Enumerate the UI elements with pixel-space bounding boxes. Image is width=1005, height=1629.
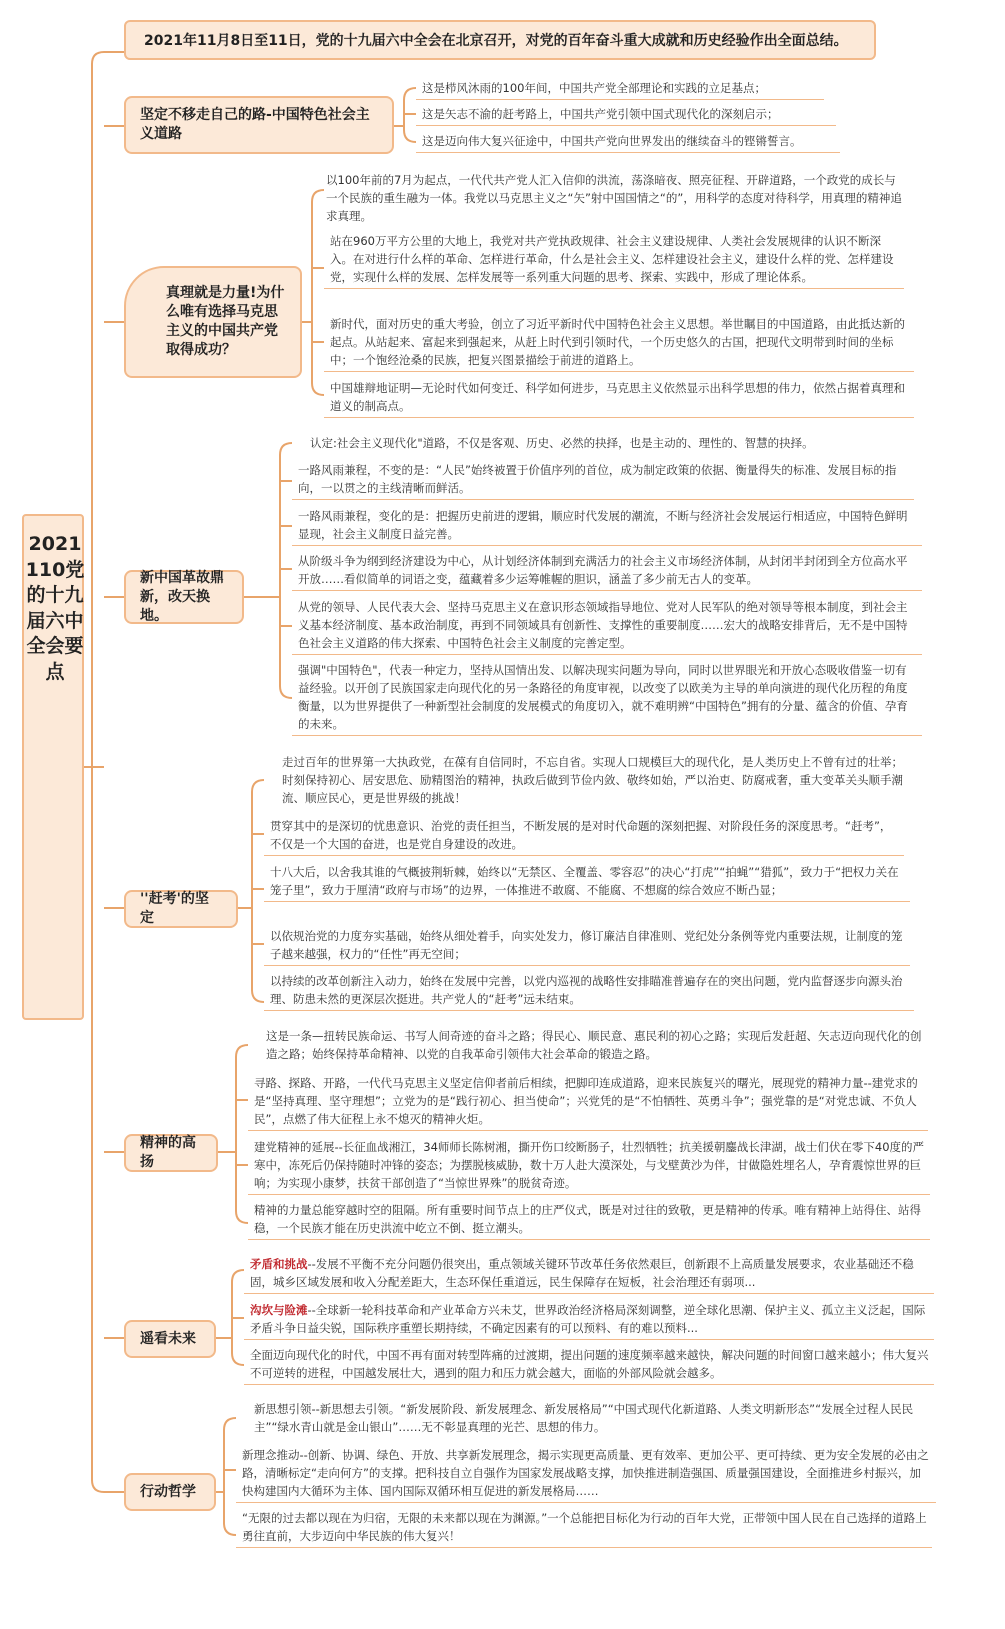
intro-text: 这是一条—扭转民族命运、书写人间奇迹的奋斗之路；得民心、顺民意、惠民利的初心之路；实现后发赶超、矢志迈向现代化的创造之路；始终保持革命精神、以党的自我革命引领伟大社会革命的锻造之路。 (266, 1029, 922, 1061)
branch-action-node[interactable] (124, 1473, 216, 1511)
intro-node[interactable] (124, 20, 876, 60)
leaf-item (416, 78, 824, 100)
leaf-item (292, 660, 922, 736)
leaf-item (324, 378, 914, 418)
leaf-item (248, 1137, 930, 1195)
intro-text: 2021年11月8日至11日，党的十九届六中全会在北京召开，对党的百年奋斗重大成就和历史经验作出全面总结。 (144, 33, 848, 49)
branch-intro (254, 1400, 938, 1436)
leaf-item (416, 131, 840, 153)
leaf-item (292, 597, 922, 655)
highlight-text: 矛盾和挑战 (250, 1257, 308, 1271)
branch-intro (266, 1027, 926, 1063)
leaf-item (264, 816, 904, 856)
highlight-text: 沟坎与险滩 (250, 1303, 308, 1317)
leaf-text: 新时代，面对历史的重大考验，创立了习近平新时代中国特色社会主义思想。举世瞩目的中国道路，由此抵达新的起点。从站起来、富起来到强起来，从赶上时代到引领时代，一个历史悠久的古国，把现代文明带到时间的坐标中；一个饱经沧桑的民族，把复兴图景描绘于前进的道路上。 (330, 317, 905, 367)
branch-label: 新中国革故鼎新，改天换地。 (140, 569, 224, 624)
leaf-item (248, 1073, 928, 1131)
leaf-text: 贯穿其中的是深切的忧患意识、治党的责任担当，不断发展的是对时代命题的深刻把握、对阶段任务的深度思考。“赶考”，不仅是一个大国的奋进，也是党自身建设的改进。 (270, 819, 892, 851)
leaf-text: 从党的领导、人民代表大会、坚持马克思主义在意识形态领域指导地位、党对人民军队的绝对领导等根本制度，到社会主义基本经济制度、基本政治制度，再到不同领域具有创新性、支撑性的重要制度……宏大的战略安排背后，无不是中国特色社会主义道路的伟大探索、中国特色社会主义制度的完善定型。 (298, 600, 908, 650)
root-title: 2021110党的十九届六中全会要点 (25, 533, 85, 683)
leaf-item (292, 551, 922, 591)
leaf-item (264, 862, 910, 902)
leaf-item (236, 1445, 936, 1503)
branch-future-node[interactable] (124, 1320, 216, 1358)
leaf-text: 一路风雨兼程，变化的是：把握历史前进的逻辑，顺应时代发展的潮流，不断与经济社会发展运行相适应，中国特色鲜明显现，社会主义制度日益完善。 (298, 509, 908, 541)
leaf-item (292, 460, 914, 500)
root-node[interactable] (22, 514, 84, 1020)
leaf-text: 这是迈向伟大复兴征途中，中国共产党向世界发出的继续奋斗的铿锵誓言。 (422, 134, 802, 148)
leaf-text: 建党精神的延展--长征血战湘江，34师师长陈树湘，撕开伤口绞断肠子，壮烈牺牲；抗美援朝鏖战长津湖，战士们伏在零下40度的严寒中，冻死后仍保持随时冲锋的姿态；为摆脱核威胁，数十万人赴大漠深处，与戈壁黄沙为伴，甘做隐姓埋名人，孕育震惊世界的巨响；为实现小康梦，扶贫干部创造了“当惊世界殊”的脱贫奇迹。 (254, 1140, 925, 1190)
leaf-text: --全球新一轮科技革命和产业革命方兴未艾，世界政治经济格局深刻调整，逆全球化思潮、保护主义、孤立主义泛起，国际矛盾斗争日益尖锐，国际秩序重塑长期持续，不确定因素有的可以预料、有的难以预料... (250, 1303, 926, 1335)
branch-intro (282, 753, 912, 807)
leaf-item (248, 1200, 930, 1240)
leaf-text: 这是矢志不渝的赶考路上，中国共产党引领中国式现代化的深刻启示； (422, 107, 779, 121)
leaf-item (244, 1300, 934, 1340)
leaf-item (324, 314, 914, 372)
intro-text: 走过百年的世界第一大执政党，在葆有自信同时，不忘自省。实现人口规模巨大的现代化，是人类历史上不曾有过的壮举；时刻保持初心、居安思危、励精图治的精神，执政后做到节俭内敛、敬终如始，严以治吏、防腐戒奢，重大变革关头顺手潮流、顺应民心，更是世界级的挑战！ (282, 755, 903, 805)
branch-label: 精神的高扬 (140, 1135, 196, 1170)
branch-intro (326, 171, 902, 225)
leaf-text: 寻路、探路、开路，一代代马克思主义坚定信仰者前后相续，把脚印连成道路，迎来民族复兴的曙光，展现党的精神力量--建党求的是“坚持真理、坚守理想”；立党为的是“践行初心、担当使命”；兴党凭的是“不怕牺牲、英勇斗争”；强党靠的是“对党忠诚、不负人民”，点燃了伟大征程上永不熄灭的精神火炬。 (254, 1076, 918, 1126)
leaf-item (244, 1345, 934, 1385)
branch-label: ''赶考'的坚定 (140, 891, 209, 926)
branch-spirit-node[interactable] (124, 1134, 218, 1172)
leaf-item (244, 1254, 934, 1294)
leaf-item (292, 506, 922, 546)
leaf-text: --发展不平衡不充分问题仍很突出，重点领域关键环节改革任务依然艰巨，创新跟不上高质量发展要求，农业基础还不稳固，城乡区域发展和收入分配差距大，生态环保任重道远，民生保障存在短板，社会治理还有弱项... (250, 1257, 914, 1289)
leaf-text: 新理念推动--创新、协调、绿色、开放、共享新发展理念，揭示实现更高质量、更有效率、更加公平、更可持续、更为安全发展的必由之路，清晰标定“走向何方”的支撑。把科技自立自强作为国家发展战略支撑，加快推进制造强国、质量强国建设，全面推进乡村振兴，加快构建国内大循环为主体、国内国际双循环相互促进的新发展格局…… (242, 1448, 929, 1498)
intro-text: 以100年前的7月为起点，一代代共产党人汇入信仰的洪流，荡涤暗夜、照亮征程、开辟道路，一个政党的成长与一个民族的重生融为一体。我党以马克思主义之“矢”射中国国情之“的”，用科学的态度对待科学，用真理的精神追求真理。 (326, 173, 902, 223)
leaf-text: 这是栉风沐雨的100年间，中国共产党全部理论和实践的立足基点； (422, 81, 766, 95)
leaf-item (324, 231, 904, 289)
leaf-text: 从阶级斗争为纲到经济建设为中心，从计划经济体制到充满活力的社会主义市场经济体制，从封闭半封闭到全方位高水平开放……看似简单的词语之变，蕴藏着多少运筹帷幄的胆识，涵盖了多少前无古人的变革。 (298, 554, 908, 586)
branch-label: 真理就是力量!为什么唯有选择马克思主义的中国共产党取得成功？ (166, 285, 285, 358)
intro-text: 认定:社会主义现代化"道路，不仅是客观、历史、必然的抉择，也是主动的、理性的、智慧的抉择。 (310, 436, 814, 450)
leaf-text: “无限的过去都以现在为归宿，无限的未来都以现在为渊源。”一个总能把目标化为行动的百年大党，正带领中国人民在自己选择的道路上勇往直前，大步迈向中华民族的伟大复兴！ (242, 1511, 927, 1543)
leaf-text: 站在960万平方公里的大地上，我党对共产党执政规律、社会主义建设规律、人类社会发展规律的认识不断深入。在对进行什么样的革命、怎样进行革命，什么是社会主义、怎样建设社会主义，建设什么样的党、怎样建设党，实现什么样的发展、怎样发展等一系列重大问题的思考、探索、实践中，形成了理论体系。 (330, 234, 894, 284)
leaf-item (236, 1508, 932, 1548)
branch-newchina-node[interactable] (124, 570, 244, 624)
intro-text: 新思想引领--新思想去引领。“新发展阶段、新发展理念、新发展格局”“中国式现代化新道路、人类文明新形态”“发展全过程人民民主”“绿水青山就是金山银山”……无不彰显真理的光芒、思想的伟力。 (254, 1402, 914, 1434)
leaf-text: 强调"中国特色"，代表一种定力，坚持从国情出发、以解决现实问题为导向，同时以世界眼光和开放心态吸收借鉴一切有益经验。以开创了民族国家走向现代化的另一条路径的角度审视，以改变了以欧美为主导的单向演进的现代化历程的角度衡量，以为世界提供了一种新型社会制度的发展模式的角度切入，就不难明辨“中国特色”拥有的分量、蕴含的价值、孕育的未来。 (298, 663, 908, 731)
leaf-text: 全面迈向现代化的时代，中国不再有面对转型阵痛的过渡期，提出问题的速度频率越来越快，解决问题的时间窗口越来越小；伟大复兴不可逆转的进程，中国越发展壮大，遇到的阻力和压力就会越大，面临的外部风险就会越多。 (250, 1348, 929, 1380)
branch-label: 行动哲学 (140, 1483, 196, 1500)
leaf-text: 中国雄辩地证明—无论时代如何变迁、科学如何进步，马克思主义依然显示出科学思想的伟力，依然占据着真理和道义的制高点。 (330, 381, 905, 413)
branch-label: 遥看未来 (140, 1330, 196, 1347)
branch-intro (310, 434, 910, 452)
leaf-item (416, 104, 836, 126)
leaf-item (264, 926, 910, 966)
leaf-text: 十八大后，以舍我其谁的气概披荆斩棘，始终以“无禁区、全覆盖、零容忍”的决心“打虎”“拍蝇”“猎狐”，致力于“把权力关在笼子里”，致力于厘清“政府与市场”的边界，一体推进不敢腐、不能腐、不想腐的综合效应不断凸显； (270, 865, 899, 897)
branch-exam-node[interactable] (124, 890, 238, 928)
branch-road-node[interactable] (124, 96, 394, 154)
leaf-text: 精神的力量总能穿越时空的阻隔。所有重要时间节点上的庄严仪式，既是对过往的致敬，更是精神的传承。唯有精神上站得住、站得稳，一个民族才能在历史洪流中屹立不倒、挺立潮头。 (254, 1203, 921, 1235)
leaf-text: 以持续的改革创新注入动力，始终在发展中完善，以党内巡视的战略性安排瞄准普遍存在的突出问题，党内监督逐步向源头治理、防患未然的更深层次挺进。共产党人的“赶考”远未结束。 (270, 974, 903, 1006)
leaf-text: 一路风雨兼程，不变的是：“人民”始终被置于价值序列的首位，成为制定政策的依据、衡量得失的标准、发展目标的指向，一以贯之的主线清晰而鲜活。 (298, 463, 897, 495)
branch-label: 坚定不移走自己的路-中国特色社会主义道路 (140, 107, 370, 142)
leaf-item (264, 971, 914, 1011)
leaf-text: 以依规治党的力度夯实基础，始终从细处着手，向实处发力，修订廉洁自律准则、党纪处分条例等党内重要法规，让制度的笼子越来越强，权力的“任性”再无空间； (270, 929, 903, 961)
branch-truth-node[interactable] (124, 266, 302, 378)
